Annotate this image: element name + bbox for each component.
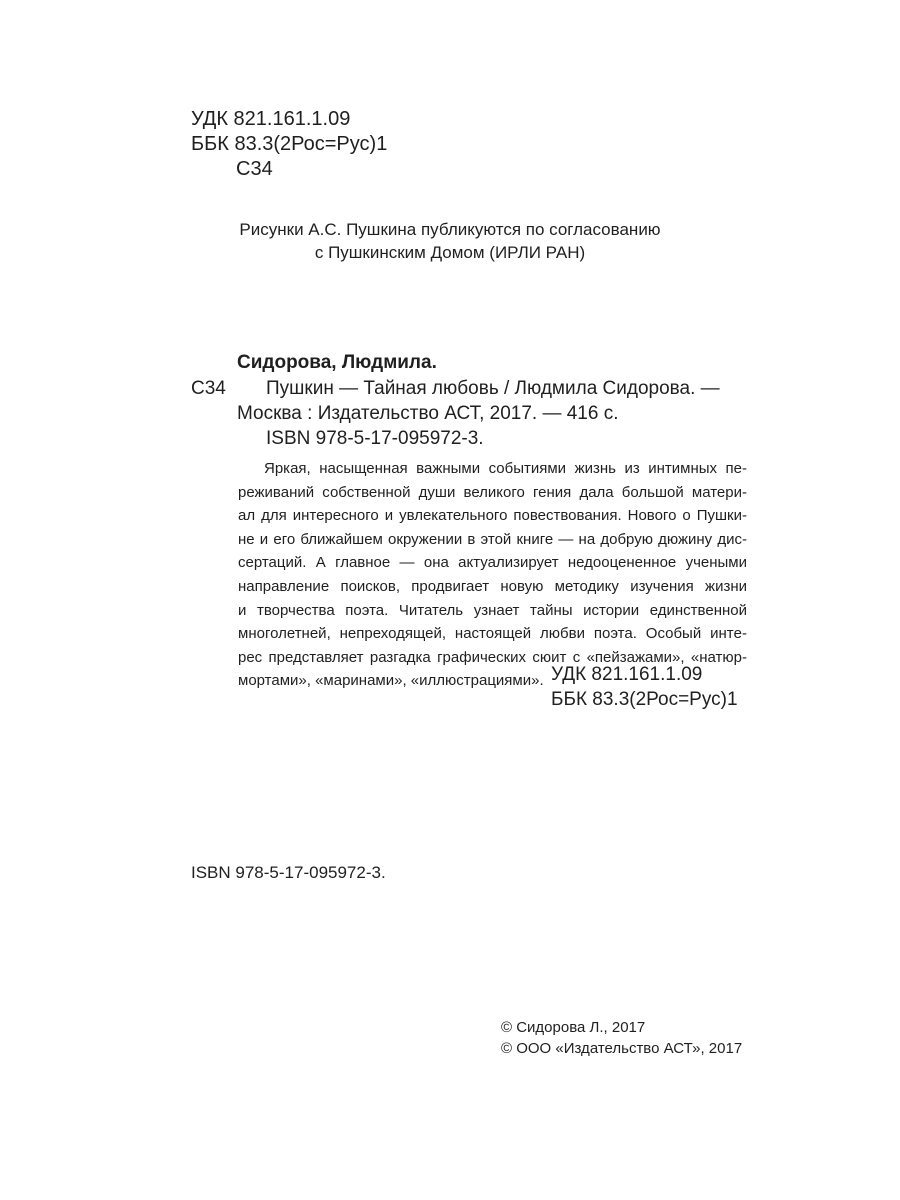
annotation-line: не и его ближайшем окружении в этой книге — на добрую дюжину дис- [238,530,747,548]
illustration-credit-line-2: с Пушкинским Домом (ИРЛИ РАН) [314,243,586,262]
bibliographic-title: Пушкин — Тайная любовь / Людмила Сидорова. — [266,378,720,399]
author-mark-top: С34 [236,158,273,180]
annotation-line: и творчества поэта. Читатель узнает тайны истории единственной [238,601,747,619]
bibliographic-author: Сидорова, Людмила. [237,352,437,373]
annotation-paragraph [238,457,747,693]
bibliographic-publisher: Москва : Издательство АСТ, 2017. — 416 с. [237,403,619,424]
copyright-publisher: © ООО «Издательство АСТ», 2017 [501,1040,743,1057]
annotation-line: многолетней, непреходящей, настоящей любви поэта. Особый интe- [238,625,747,643]
udk-code-right: УДК 821.161.1.09 [551,664,703,685]
bibliographic-author-mark: С34 [191,378,226,399]
annotation-line: ал для интересного и увлекательного повествования. Нового о Пушки- [238,507,747,525]
bibliographic-isbn: ISBN 978-5-17-095972-3. [266,428,484,449]
copyright-author: © Сидорова Л., 2017 [501,1019,646,1036]
illustration-credit-line-1: Рисунки А.С. Пушкина публикуются по согласованию [239,220,661,239]
isbn-bottom: ISBN 978-5-17-095972-3. [191,863,386,882]
bbk-code-right: ББК 83.3(2Рос=Рус)1 [551,689,738,710]
udk-code-top: УДК 821.161.1.09 [191,108,351,130]
annotation-line: Яркая, насыщенная важными событиями жизнь из интимных пе- [264,460,747,477]
annotation-line: рес представляет разгадка графических сюит с «пейзажами», «натюр- [238,648,747,666]
annotation-line: мортами», «маринами», «иллюстрациями». [238,672,544,690]
bbk-code-top: ББК 83.3(2Рос=Рус)1 [191,133,388,155]
annotation-line: сертаций. А главное — она актуализирует недооцененное учеными [238,554,747,572]
annotation-line: направление поисков, продвигает новую методику изучения жизни [238,577,747,595]
annotation-line: реживаний собственной души великого гения дала большой матери- [238,483,747,501]
